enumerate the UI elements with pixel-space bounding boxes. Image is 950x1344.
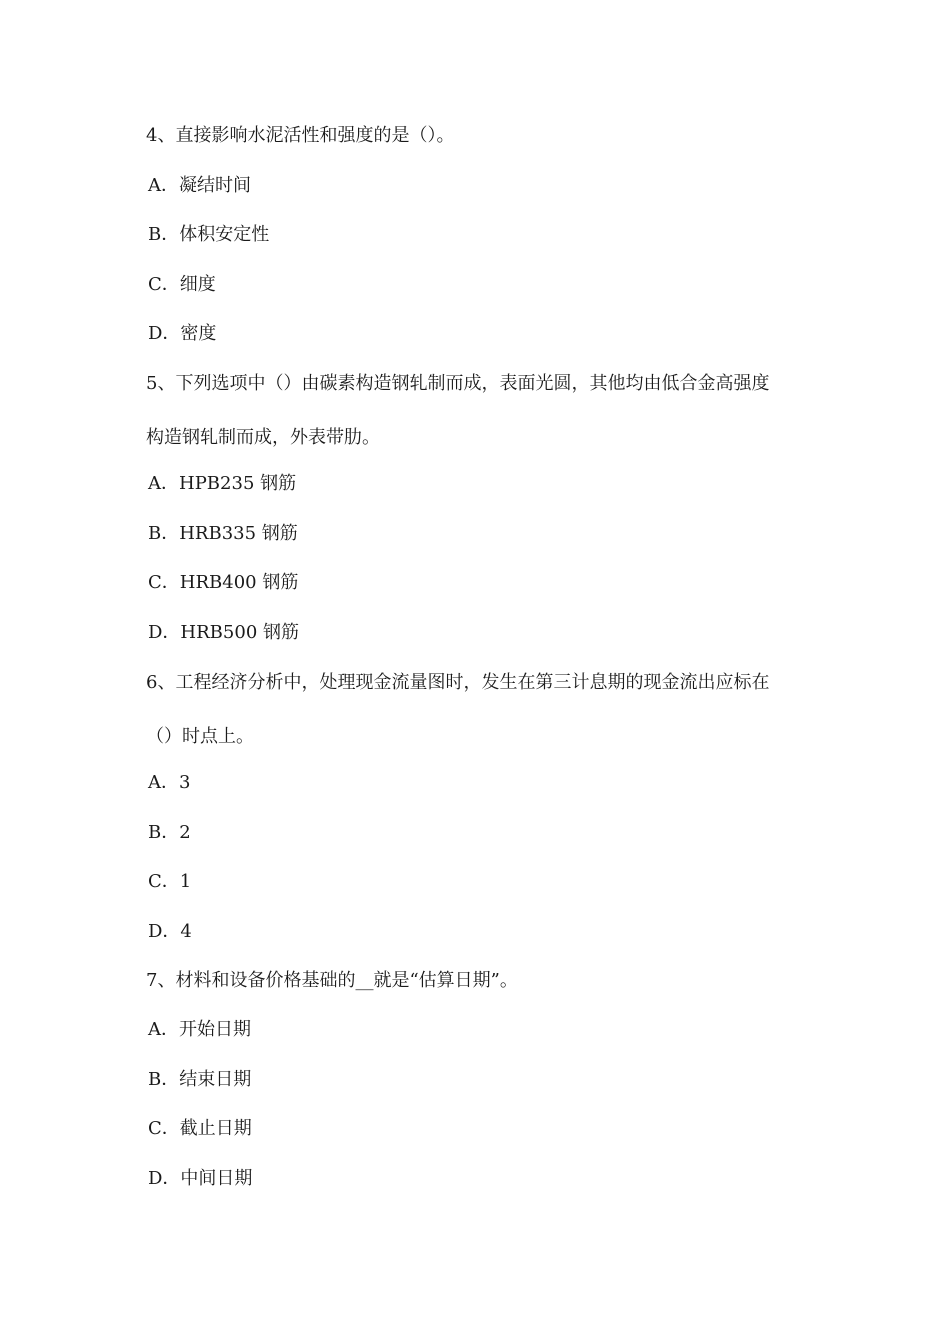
- question-7-stem: 7、材料和设备价格基础的__就是“估算日期”。: [146, 970, 518, 991]
- question-4-stem: 4、直接影响水泥活性和强度的是（）。: [146, 125, 455, 146]
- question-7-option-b: B．结束日期: [148, 1069, 252, 1090]
- question-4-option-b: B．体积安定性: [148, 224, 270, 245]
- question-7-option-c: C．截止日期: [148, 1118, 252, 1139]
- question-4-option-c: C．细度: [148, 274, 216, 295]
- question-6-option-d: D．4: [148, 921, 192, 942]
- question-7-option-a: A．开始日期: [148, 1019, 251, 1040]
- question-6-option-a: A．3: [148, 772, 191, 793]
- question-5-option-b: B．HRB335 钢筋: [148, 523, 298, 544]
- question-6-option-b: B．2: [148, 822, 191, 843]
- question-6-option-c: C．1: [148, 871, 192, 892]
- question-4-option-d: D．密度: [148, 323, 217, 344]
- question-7-option-d: D．中间日期: [148, 1168, 253, 1189]
- question-5-option-c: C．HRB400 钢筋: [148, 572, 299, 593]
- question-6-stem-line-1: 6、工程经济分析中，处理现金流量图时，发生在第三计息期的现金流出应标在: [146, 672, 770, 693]
- question-5-stem-line-2: 构造钢轧制而成，外表带肋。: [146, 427, 380, 448]
- question-6-stem-line-2: （）时点上。: [146, 726, 254, 747]
- question-4-option-a: A．凝结时间: [148, 175, 251, 196]
- question-5-option-d: D．HRB500 钢筋: [148, 622, 299, 643]
- question-5-stem-line-1: 5、下列选项中（）由碳素构造钢轧制而成，表面光圆，其他均由低合金高强度: [146, 373, 770, 394]
- question-5-option-a: A．HPB235 钢筋: [148, 473, 297, 494]
